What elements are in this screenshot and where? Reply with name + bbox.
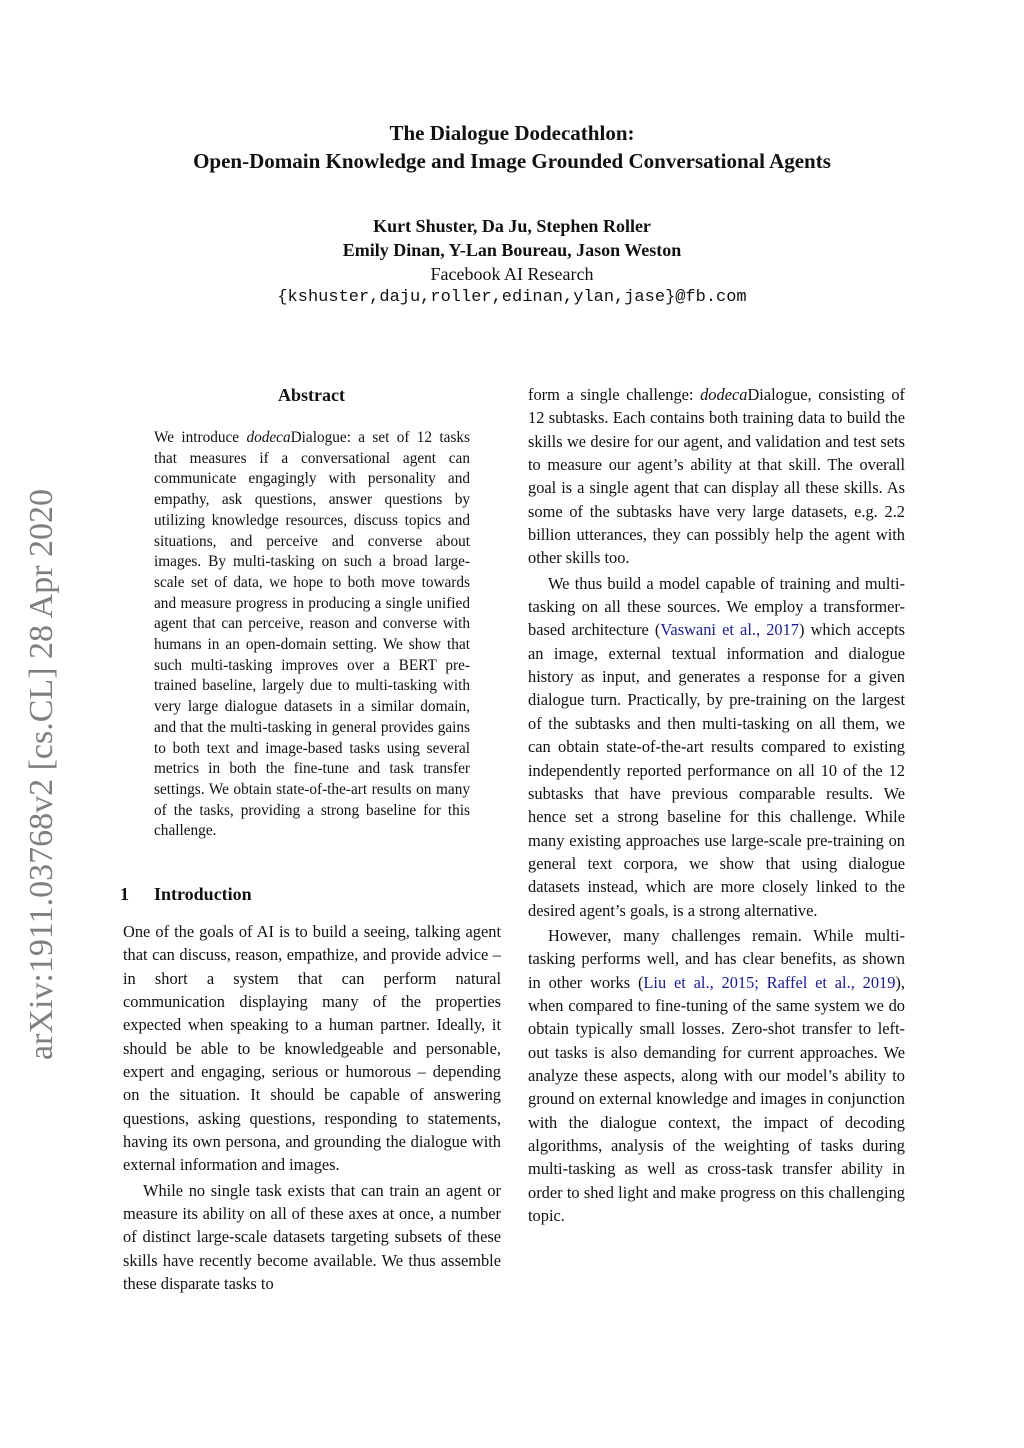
- r1-dodeca: dodeca: [700, 385, 748, 404]
- intro-paragraph-1: One of the goals of AI is to build a seeing, talking agent that can discuss, reason, empathize, and provide advice – in short a system that can perform natural communication displaying many of the properties expected when speaking to a human partner. Ideally, it should be able to be knowledgeable and personable, expert and engaging, serious or humorous – depending on the situation. It should be capable of answering questions, asking questions, responding to statements, having its own persona, and grounding the dialogue with external information and images.: [123, 922, 501, 1175]
- title-line-2: Open-Domain Knowledge and Image Grounded Conversational Agents: [193, 149, 831, 173]
- r2-text-rest: ) which accepts an image, external textual information and dialogue history as input, and generates a response for a given dialogue turn. Practically, by pre-training on the largest of the subtasks and then multi-tasking on all them, we can obtain state-of-the-art results compared to existing independently reported performance on all 10 of the 12 subtasks that have previous comparable results. We hence set a strong baseline for this challenge. While many existing approaches use large-scale pre-training on general text corpora, we show that using dialogue datasets instead, which are more closely linked to the desired agent’s goals, is a strong alternative.: [528, 620, 905, 920]
- section-number: 1: [120, 884, 129, 904]
- abstract-heading: Abstract: [278, 385, 345, 405]
- intro-paragraph-3: [528, 383, 905, 570]
- citation-separator: ;: [754, 972, 767, 992]
- r2-text-start: We thus build a model capable of training and multi-tasking on all these sources. We employ a transformer-based architecture (: [528, 573, 905, 640]
- paper-title: [0, 119, 1024, 175]
- abstract-dodeca: dodeca: [246, 429, 291, 446]
- right-column-body: [528, 383, 905, 1227]
- affiliation: Facebook AI Research: [430, 264, 594, 284]
- section-heading-introduction: [120, 881, 503, 907]
- abstract-text-start: We introduce: [154, 429, 247, 446]
- r3-text-rest: ), when compared to fine-tuning of the same system we do obtain typically small losses. Zero-shot transfer to left-out tasks is also demanding for current approaches. We analyze these aspects, along with our model’s ability to ground on external knowledge and images in conjunction with the dialogue context, the impact of decoding algorithms, analysis of the weighting of tasks during multi-tasking as well as cross-task transfer ability in order to shed light and make progress on this challenging topic.: [528, 972, 905, 1226]
- citation-raffel[interactable]: Raffel et al., 2019: [766, 972, 896, 992]
- arxiv-stamp: arXiv:1911.03768v2 [cs.CL] 28 Apr 2020: [23, 488, 60, 1060]
- title-line-1: The Dialogue Dodecathlon:: [389, 121, 635, 145]
- intro-paragraph-5: [528, 924, 905, 1227]
- r1-text-rest: Dialogue, consisting of 12 subtasks. Each contains both training data to build the skills we desire for our agent, and validation and test sets to measure our agent’s ability at that skill. The overall goal is a single agent that can display all these skills. As some of the subtasks have very large datasets, e.g. 2.2 billion utterances, they can possibly help the agent with other skills too.: [528, 385, 905, 568]
- r1-text-start: form a single challenge:: [528, 385, 701, 404]
- intro-paragraph-2: While no single task exists that can train an agent or measure its ability on all of these axes at once, a number of distinct large-scale datasets targeting subsets of these skills have recently become available. We thus assemble these disparate tasks to: [123, 1180, 501, 1294]
- citation-liu[interactable]: Liu et al., 2015: [643, 972, 755, 992]
- author-emails: {kshuster,daju,roller,edinan,ylan,jase}@fb.com: [277, 288, 747, 307]
- authors-line-1: Kurt Shuster, Da Ju, Stephen Roller: [373, 216, 651, 236]
- abstract-text-rest: Dialogue: a set of 12 tasks that measures if a conversational agent can communicate engagingly with personality and empathy, ask questions, answer questions by utilizing knowledge resources, discuss topics and situations, and perceive and converse about images. By multi-tasking on such a broad large-scale set of data, we hope to both move towards and measure progress in producing a single unified agent that can perceive, reason and converse with humans in an open-domain setting. We show that such multi-tasking improves over a BERT pre-trained baseline, largely due to multi-tasking with very large dialogue datasets in a similar domain, and that the multi-tasking in general provides gains to both text and image-based tasks using several metrics in both the fine-tune and task transfer settings. We obtain state-of-the-art results on many of the tasks, providing a strong baseline for this challenge.: [154, 429, 471, 840]
- authors-line-2: Emily Dinan, Y-Lan Boureau, Jason Weston: [342, 240, 682, 260]
- abstract-paragraph: [154, 428, 470, 842]
- abstract-body: [154, 428, 470, 842]
- intro-paragraph-4: [528, 572, 905, 922]
- author-block: [0, 214, 1024, 310]
- citation-vaswani[interactable]: Vaswani et al., 2017: [660, 620, 799, 640]
- left-column-body: [123, 920, 501, 1296]
- section-title: Introduction: [154, 884, 252, 904]
- r3-text-start: However, many challenges remain. While multi-tasking performs well, and has clear benefits, as shown in other works (: [528, 925, 905, 992]
